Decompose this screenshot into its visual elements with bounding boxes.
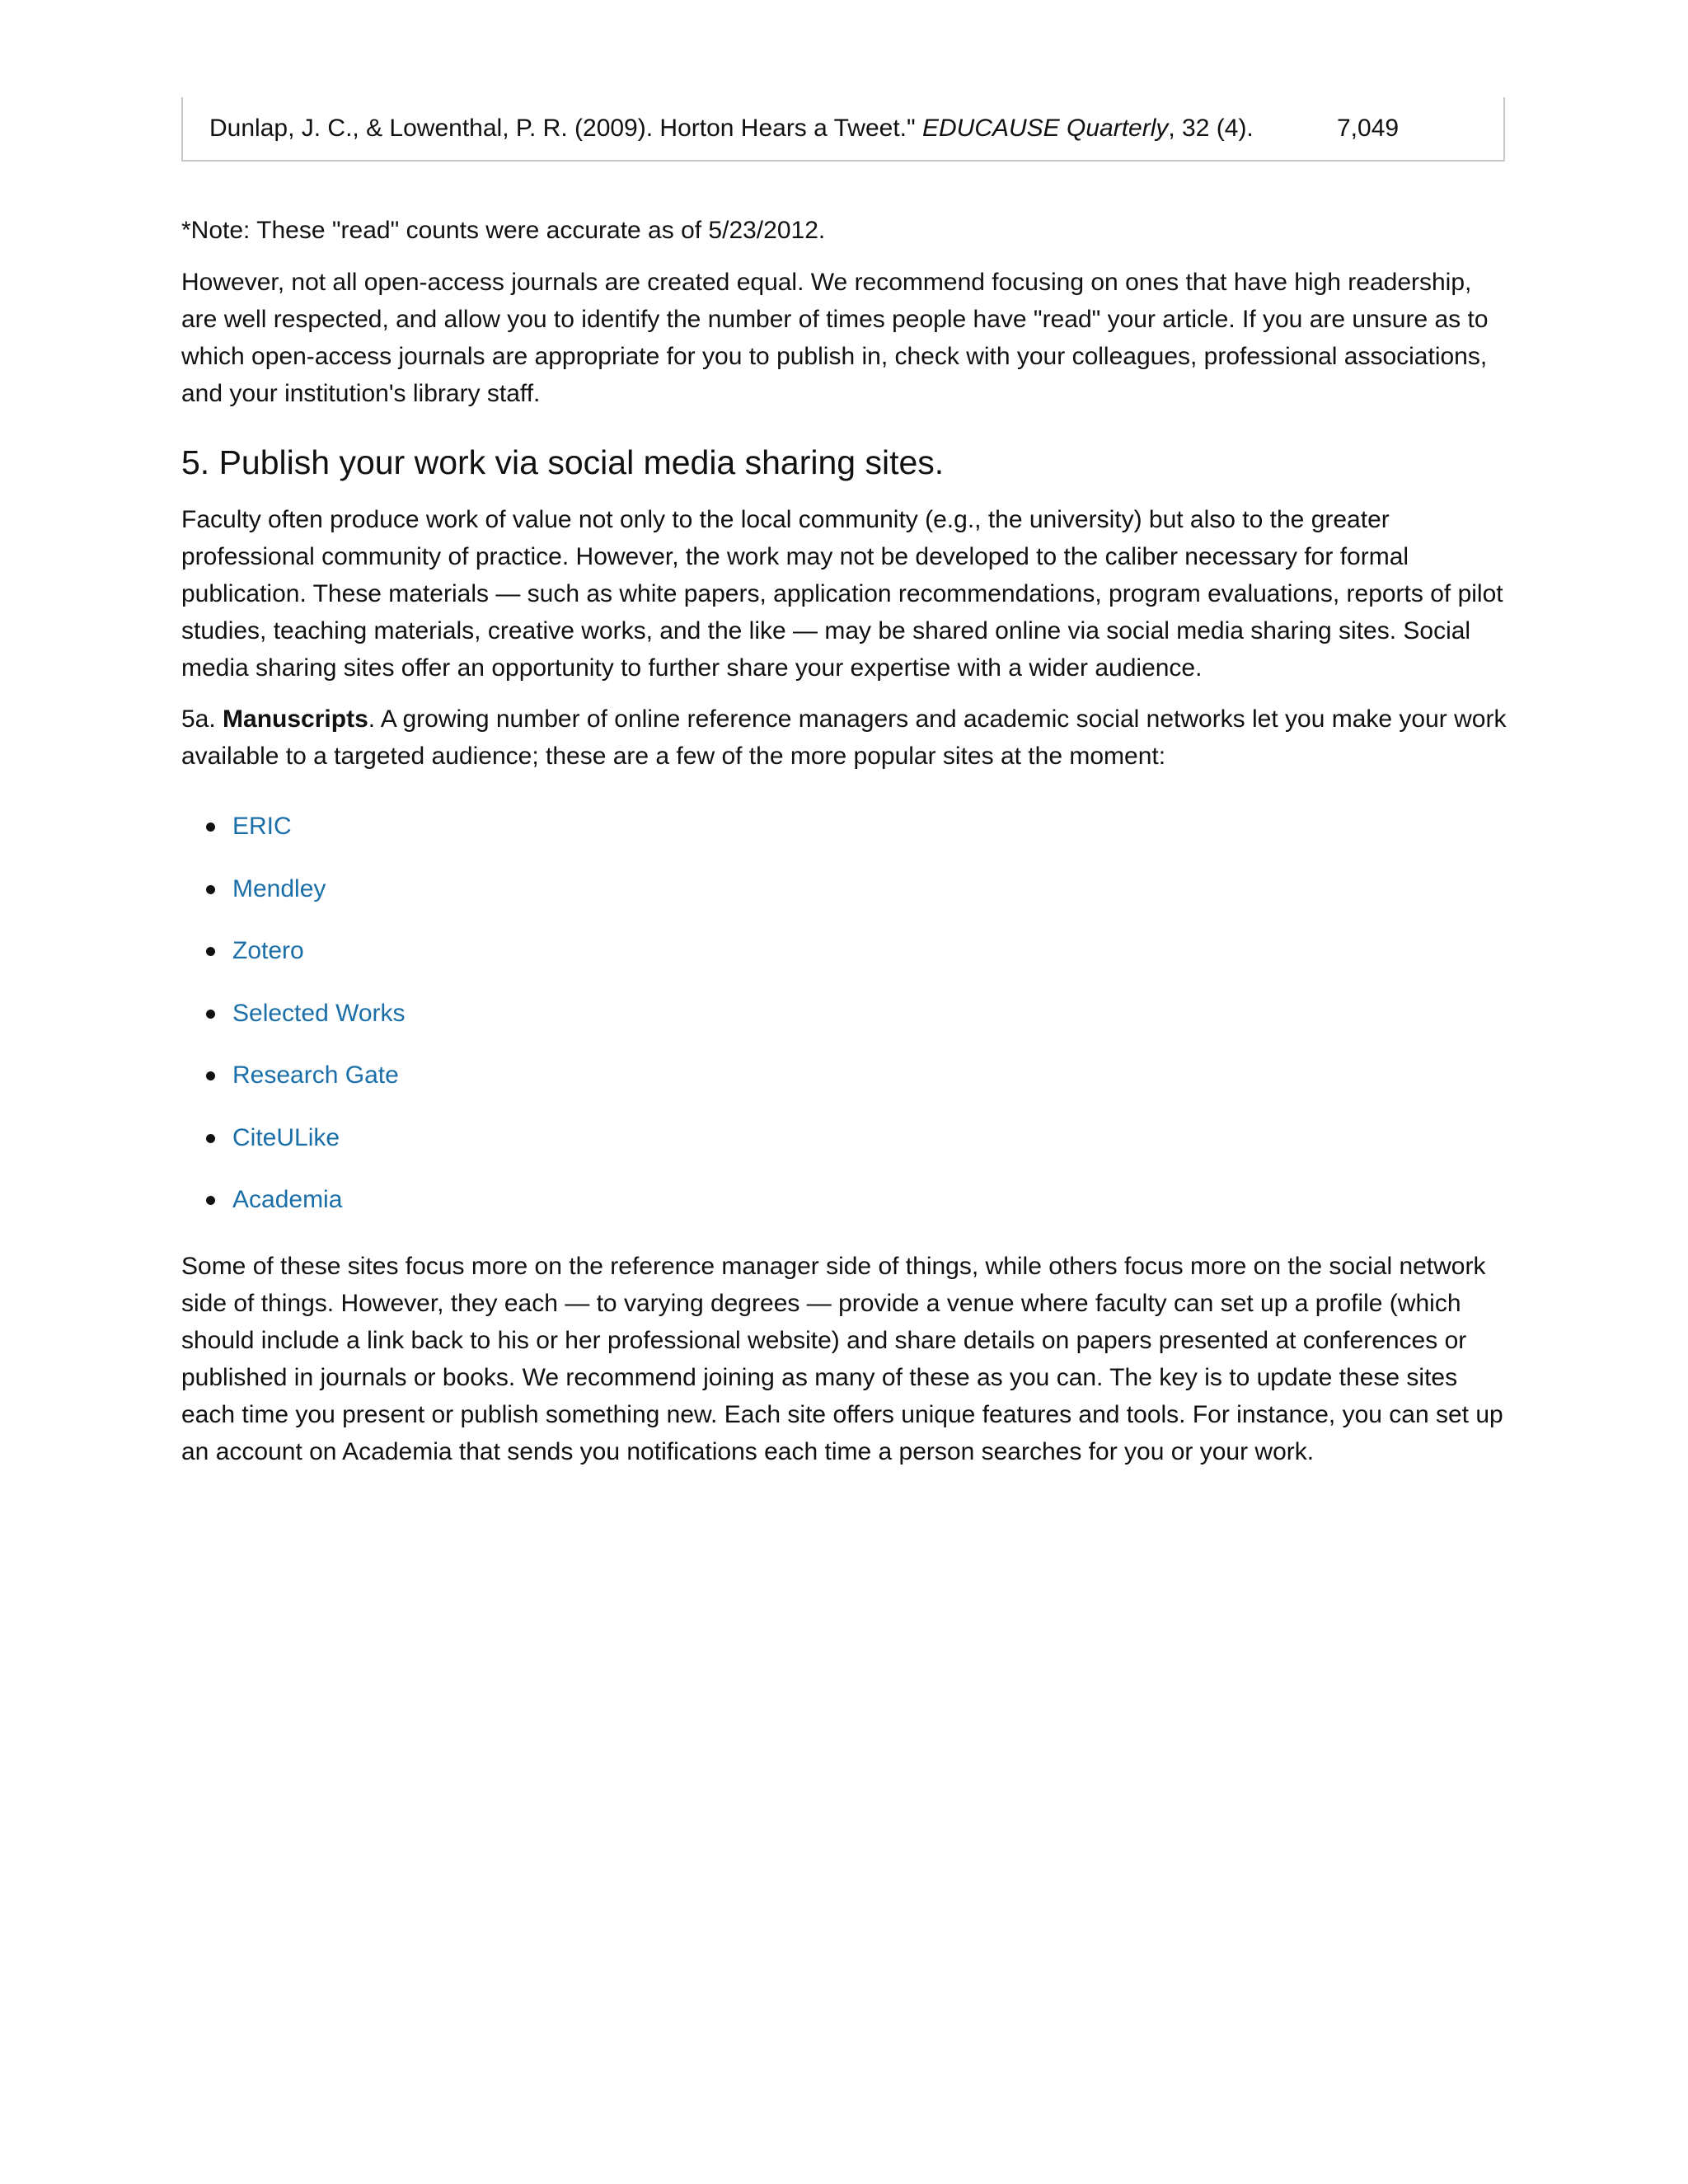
bullet-icon <box>206 823 215 832</box>
paragraph-faculty: Faculty often produce work of value not only to the local community (e.g., the university) but also to the greater professional community of practice. However, the work may not be developed to the caliber necessary for formal publication. These materials — such as white papers, application recommendations, program evaluations, reports of pilot studies, teaching materials, creative works, and the like — may be shared online via social media sharing sites. Social media sharing sites offer an opportunity to further share your expertise with a wider audience. <box>181 506 1503 682</box>
site-link-mendley[interactable]: Mendley <box>232 874 326 902</box>
read-count-note: *Note: These "read" counts were accurate as of 5/23/2012. <box>181 217 826 244</box>
list-item <box>181 808 406 870</box>
site-link-eric[interactable]: ERIC <box>232 813 292 840</box>
list-item <box>181 1119 406 1182</box>
site-link-selected-works[interactable]: Selected Works <box>232 999 406 1027</box>
site-link-academia[interactable]: Academia <box>232 1186 343 1213</box>
site-link-research-gate[interactable]: Research Gate <box>232 1062 399 1089</box>
paragraph-open-access: However, not all open-access journals are created equal. We recommend focusing on ones that have high readership, are well respected, and allow you to identify the number of times people have "read" your article. If you are unsure as to which open-access journals are appropriate for you to publish in, check with your colleagues, professional associations, and your institution's library staff. <box>181 269 1489 407</box>
bullet-icon <box>206 1071 215 1080</box>
list-item <box>181 932 406 995</box>
manuscripts-label: Manuscripts <box>223 705 368 733</box>
list-item <box>181 1181 406 1244</box>
manuscripts-prefix: 5a. <box>181 705 223 733</box>
bullet-icon <box>206 1010 215 1019</box>
bullet-icon <box>206 885 215 894</box>
site-link-zotero[interactable]: Zotero <box>232 937 304 964</box>
citation-suffix: , 32 (4). <box>1168 115 1254 142</box>
list-item <box>181 870 406 933</box>
paragraph-sites: Some of these sites focus more on the reference manager side of things, while others focus more on the social network side of things. However, they each — to varying degrees — provide a venue where faculty can set up a profile (which should include a link back to his or her professional website) and share details on papers presented at conferences or published in journals or books. We recommend joining as many of these as you can. The key is to update these sites each time you present or publish something new. Each site offers unique features and tools. For instance, you can set up an account on Academia that sends you notifications each time a person searches for you or your work. <box>181 1253 1503 1465</box>
manuscripts-text: . A growing number of online reference managers and academic social networks let you make your work available to a targeted audience; these are a few of the more popular sites at the moment: <box>181 705 1507 770</box>
paragraph-manuscripts <box>181 701 1508 775</box>
list-item <box>181 1057 406 1119</box>
section-heading: 5. Publish your work via social media sharing sites. <box>181 443 945 481</box>
site-link-citeulike[interactable]: CiteULike <box>232 1123 340 1151</box>
citation-prefix: Dunlap, J. C., & Lowenthal, P. R. (2009). Horton Hears a Tweet." <box>209 115 922 142</box>
sharing-sites-list <box>181 808 406 1244</box>
bullet-icon <box>206 1196 215 1205</box>
reference-table <box>181 97 1505 162</box>
list-item <box>181 995 406 1057</box>
reference-citation <box>209 114 1254 143</box>
bullet-icon <box>206 1134 215 1143</box>
citation-journal: EDUCAUSE Quarterly <box>921 115 1169 142</box>
read-count: 7,049 <box>1337 115 1400 142</box>
bullet-icon <box>206 947 215 956</box>
